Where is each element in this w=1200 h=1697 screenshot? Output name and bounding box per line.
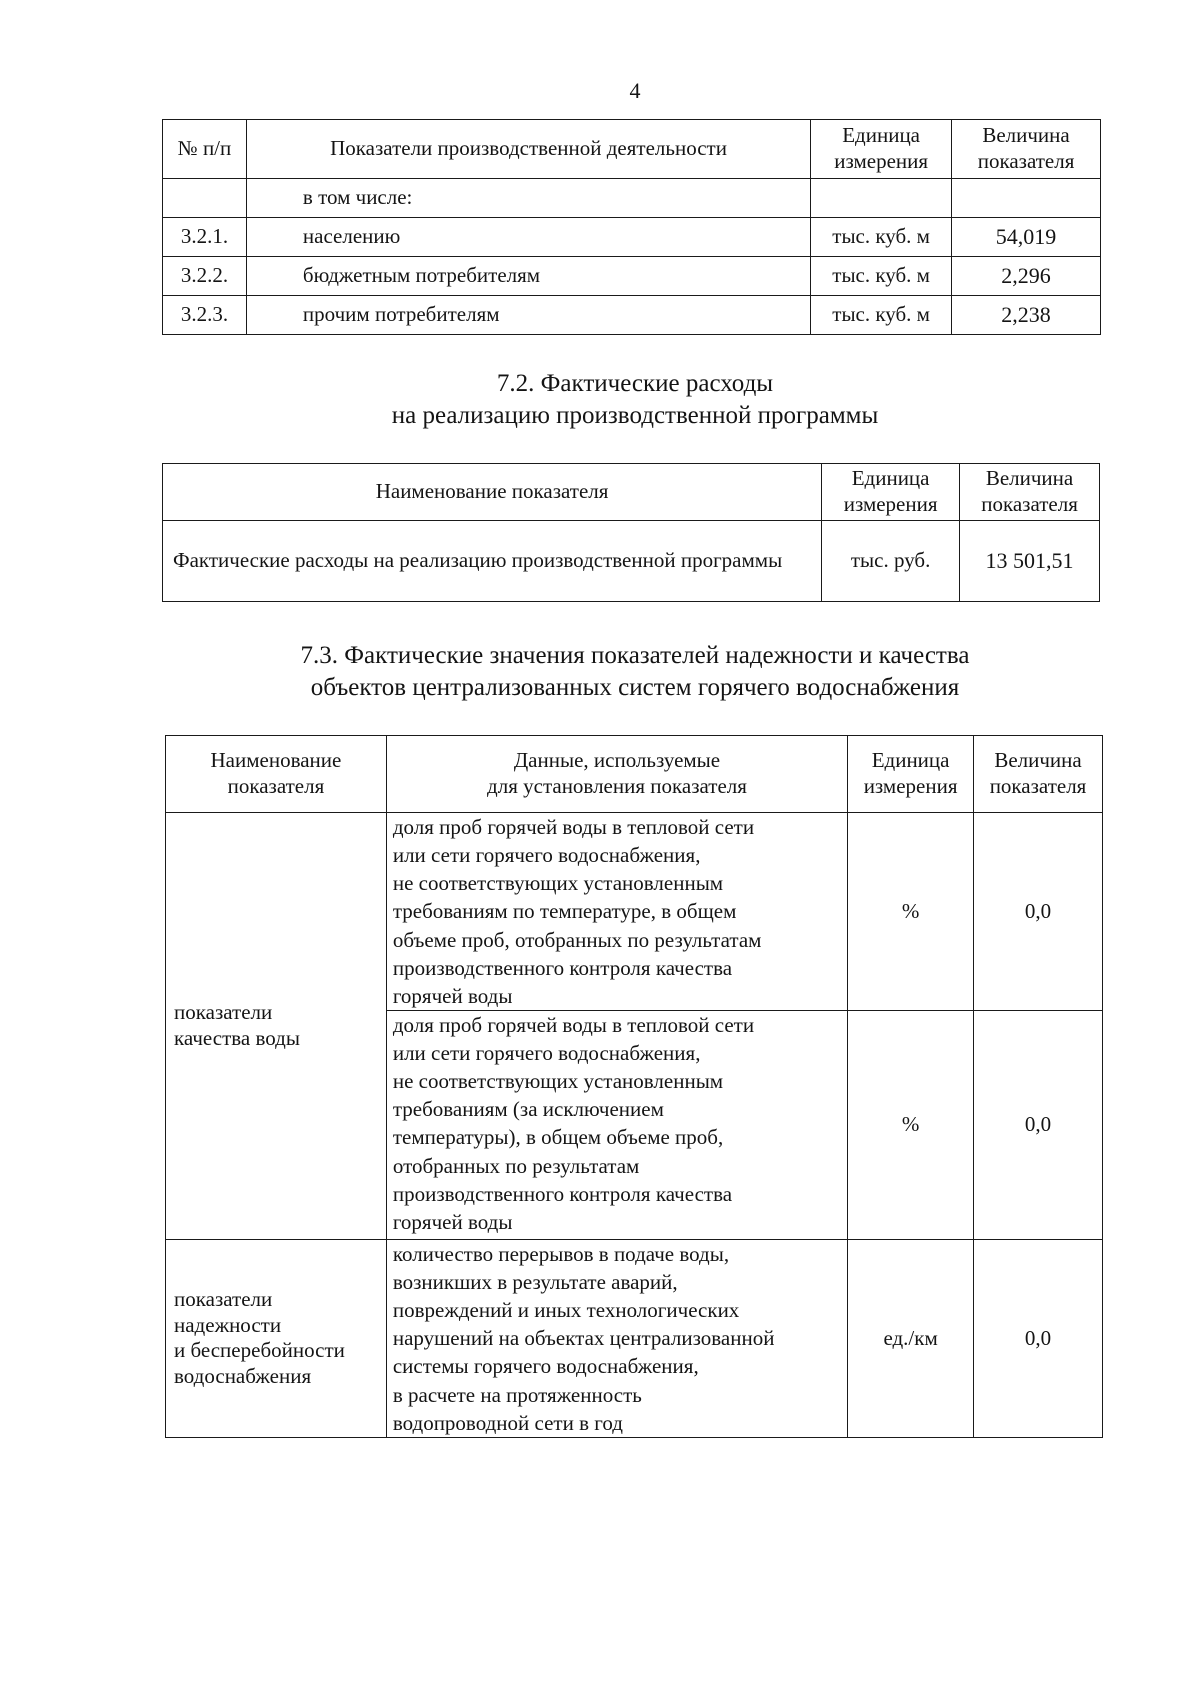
data-line: количество перерывов в подаче воды,: [392, 1241, 730, 1266]
data-line: возникших в результате аварий,: [392, 1270, 678, 1294]
header-value-line2: показателя: [989, 774, 1087, 798]
table-header-row: [166, 736, 1103, 813]
production-indicators-table: [162, 119, 1101, 335]
header-unit-line1: Единица: [851, 466, 930, 491]
table-row: [163, 218, 1101, 257]
row-value: 13 501,51: [960, 521, 1100, 602]
header-value-line2: показателя: [977, 149, 1075, 173]
header-value-line1: Величина: [985, 466, 1074, 491]
group-name-water-quality: [166, 813, 387, 1240]
data-line: объеме проб, отобранных по результатам: [392, 927, 762, 952]
page-number: 4: [629, 78, 641, 103]
row-unit: %: [848, 813, 974, 1011]
row-data: [386, 813, 847, 1011]
expenses-table: [162, 463, 1100, 602]
header-unit-line2: измерения: [863, 774, 958, 798]
data-line: горячей воды: [392, 1209, 513, 1234]
header-name: Показатели производственной деятельности: [246, 120, 810, 179]
header-value-line1: Величина: [982, 123, 1070, 148]
row-unit: ед./км: [848, 1239, 974, 1437]
table-row: [163, 296, 1101, 335]
group-name-line: надежности: [174, 1312, 282, 1337]
header-value: [952, 120, 1101, 179]
row-num: [163, 179, 247, 218]
section-7-2-title-line2: на реализацию производственной программы: [391, 402, 879, 429]
data-line: повреждений и иных технологических: [392, 1298, 740, 1323]
row-value: 0,0: [974, 1010, 1103, 1239]
table-row: [166, 1239, 1103, 1437]
row-value: 54,019: [952, 218, 1101, 257]
table-row: [166, 813, 1103, 1011]
data-line: требованиям (за исключением: [392, 1097, 664, 1122]
data-line: или сети горячего водоснабжения,: [392, 1041, 701, 1065]
data-line: производственного контроля качества: [392, 1181, 733, 1206]
header-name: Наименование показателя: [163, 464, 822, 521]
data-line: температуры), в общем объеме проб,: [392, 1125, 724, 1150]
header-unit: [848, 736, 974, 813]
group-name-line: и бесперебойности: [174, 1338, 345, 1363]
data-line: в расчете на протяженность: [392, 1382, 642, 1407]
header-unit: [822, 464, 960, 521]
row-name: Фактические расходы на реализацию производственной программы: [163, 521, 822, 602]
header-name: [166, 736, 387, 813]
data-line: не соответствующих установленным: [392, 1069, 724, 1094]
section-7-3-title: [0, 640, 1200, 704]
row-num: 3.2.2.: [163, 257, 247, 296]
section-7-2-title: [0, 368, 1200, 432]
header-num: № п/п: [163, 120, 247, 179]
header-unit: [811, 120, 952, 179]
header-unit-line1: Единица: [842, 123, 921, 148]
data-line: доля проб горячей воды в тепловой сети: [392, 815, 755, 839]
data-line: горячей воды: [392, 983, 513, 1008]
header-data-line1: Данные, используемые: [513, 748, 721, 773]
group-name-reliability: [166, 1239, 387, 1437]
row-num: 3.2.3.: [163, 296, 247, 335]
row-name: в том числе:: [246, 179, 810, 218]
row-unit: тыс. руб.: [822, 521, 960, 602]
reliability-quality-table: [165, 735, 1103, 1438]
data-line: производственного контроля качества: [392, 955, 733, 980]
header-data-line2: для установления показателя: [487, 774, 747, 798]
group-name-line: показатели: [174, 1287, 273, 1312]
table-row: [163, 179, 1101, 218]
header-value: [960, 464, 1100, 521]
row-value: 0,0: [974, 1239, 1103, 1437]
row-value: [952, 179, 1101, 218]
data-line: отобранных по результатам: [392, 1153, 640, 1178]
section-7-3-title-line1: 7.3. Фактические значения показателей надежности и качества: [300, 642, 970, 669]
row-unit: %: [848, 1010, 974, 1239]
header-value-line2: показателя: [981, 492, 1078, 516]
group-name-line: показатели: [174, 1000, 273, 1025]
data-line: требованиям по температуре, в общем: [392, 899, 737, 924]
row-name: прочим потребителям: [246, 296, 810, 335]
group-name-line: водоснабжения: [174, 1363, 312, 1388]
row-value: 2,296: [952, 257, 1101, 296]
data-line: доля проб горячей воды в тепловой сети: [392, 1012, 755, 1037]
row-data: [386, 1010, 847, 1239]
row-name: населению: [246, 218, 810, 257]
data-line: не соответствующих установленным: [392, 871, 724, 896]
group-name-line: качества воды: [174, 1025, 300, 1050]
row-unit: тыс. куб. м: [811, 218, 952, 257]
header-unit-line2: измерения: [834, 149, 929, 173]
row-unit: тыс. куб. м: [811, 296, 952, 335]
table-header-row: [163, 464, 1100, 521]
header-unit-line2: измерения: [843, 492, 938, 516]
row-value: 2,238: [952, 296, 1101, 335]
row-value: 0,0: [974, 813, 1103, 1011]
header-name-line2: показателя: [227, 774, 325, 798]
table-row: [163, 257, 1101, 296]
header-data: [386, 736, 847, 813]
data-line: нарушений на объектах централизованной: [392, 1326, 775, 1351]
row-name: бюджетным потребителям: [246, 257, 810, 296]
row-data: [386, 1239, 847, 1437]
row-unit: тыс. куб. м: [811, 257, 952, 296]
row-unit: [811, 179, 952, 218]
table-row: [163, 521, 1100, 602]
header-name-line1: Наименование: [210, 748, 342, 773]
data-line: или сети горячего водоснабжения,: [392, 843, 701, 868]
section-7-3-title-line2: объектов централизованных систем горячего водоснабжения: [310, 674, 960, 701]
section-7-2-title-line1: 7.2. Фактические расходы: [496, 370, 774, 397]
table-header-row: [163, 120, 1101, 179]
data-line: системы горячего водоснабжения,: [392, 1354, 699, 1379]
data-line: водопроводной сети в год: [392, 1410, 623, 1435]
header-value: [974, 736, 1103, 813]
header-unit-line1: Единица: [871, 748, 950, 773]
header-value-line1: Величина: [994, 748, 1082, 773]
row-num: 3.2.1.: [163, 218, 247, 257]
